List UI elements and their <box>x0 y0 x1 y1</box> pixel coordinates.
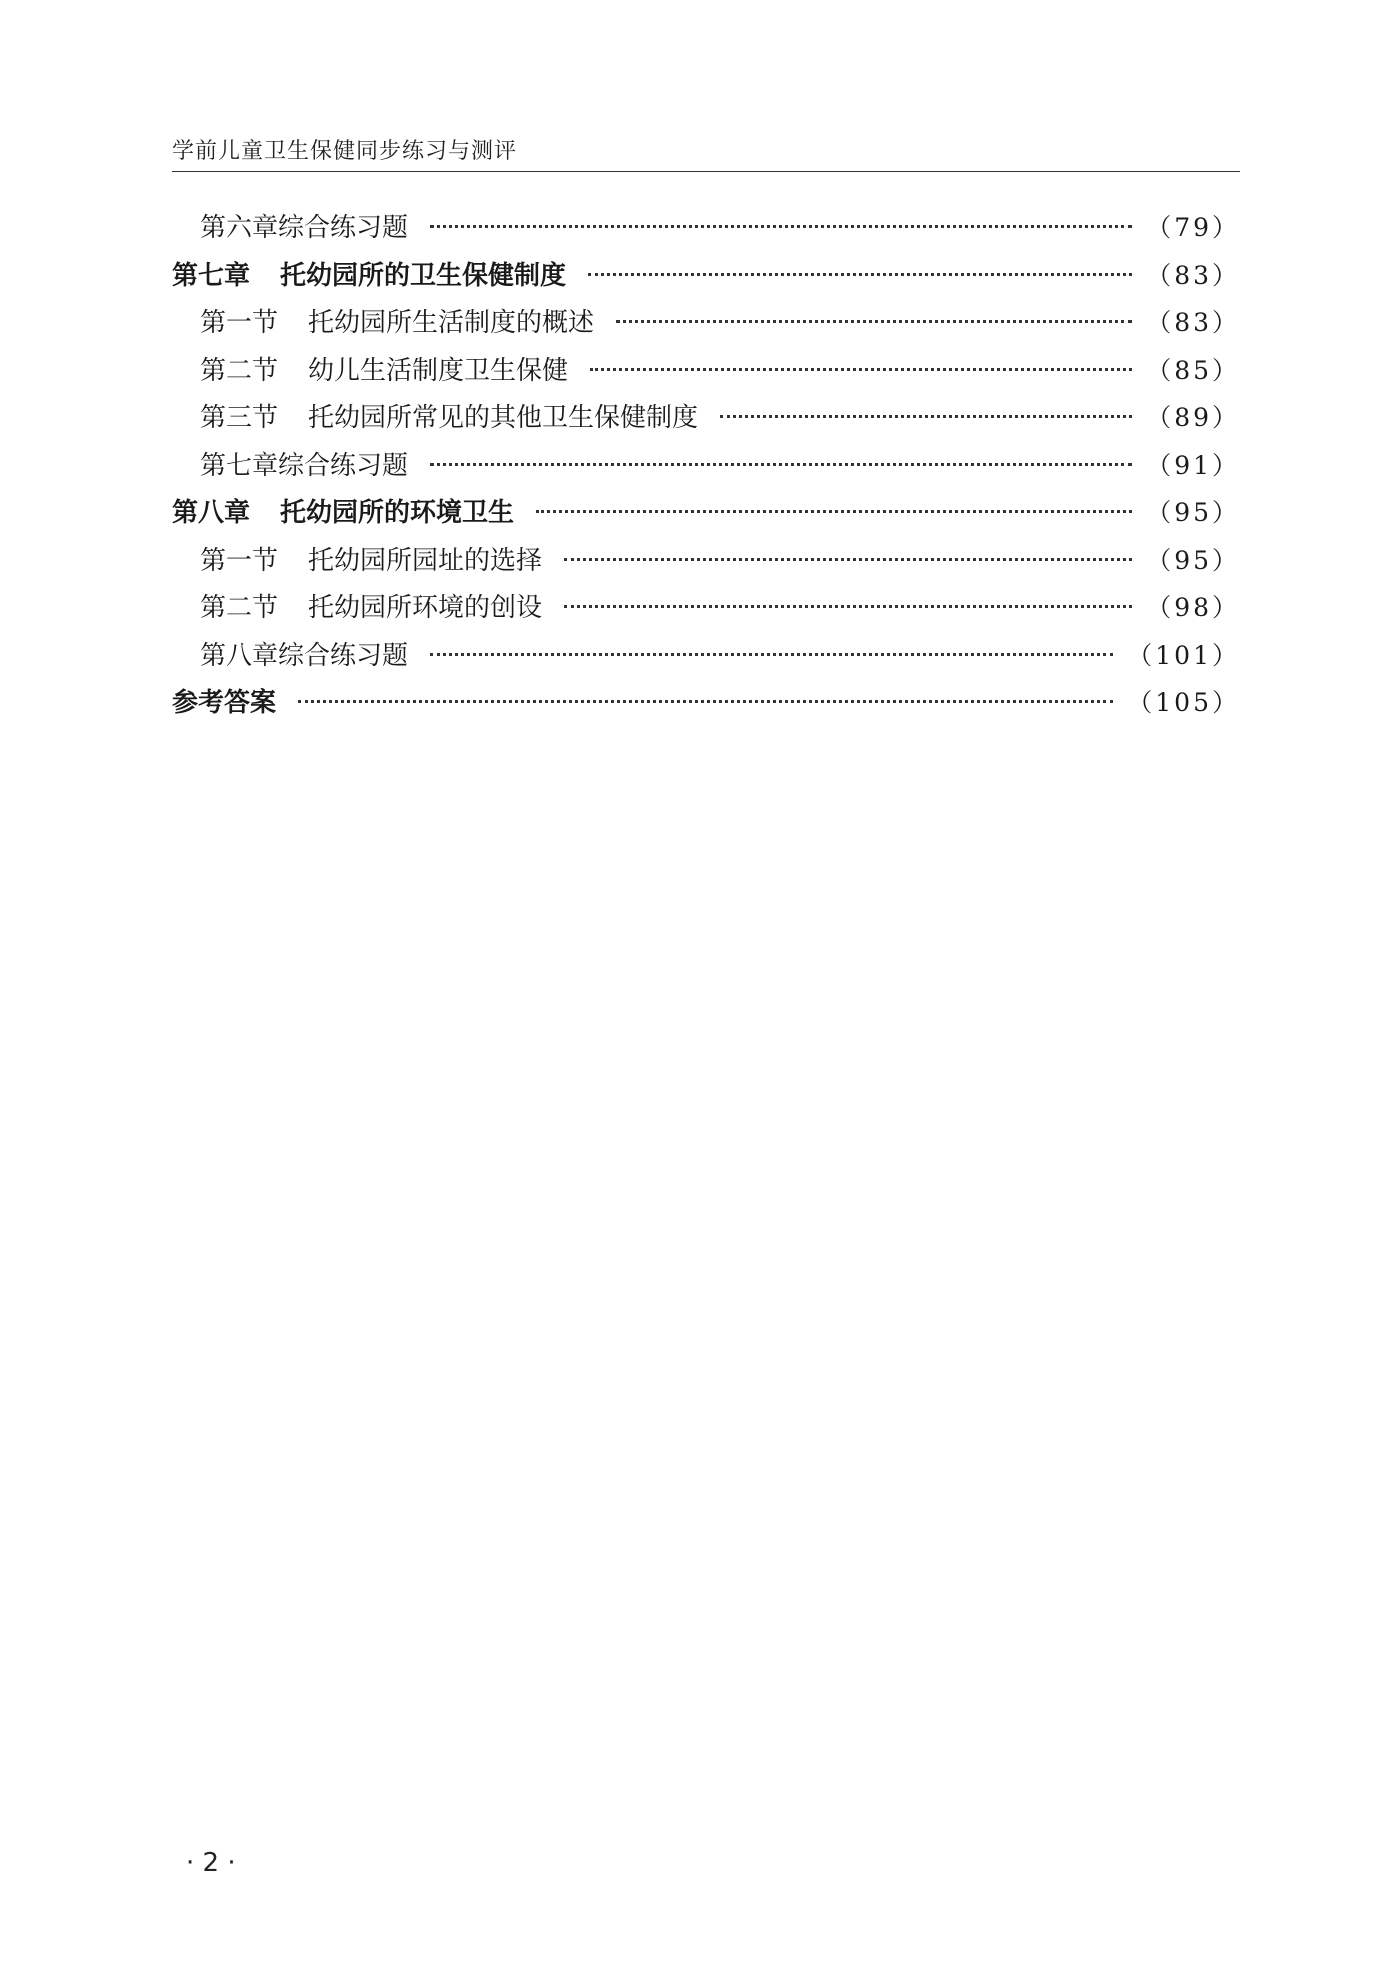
toc-entry-number: 第二节 <box>200 355 279 386</box>
toc-section-entry[interactable] <box>172 442 1240 490</box>
toc-entry-title: 托幼园所生活制度的概述 <box>308 308 595 338</box>
toc-dot-leader <box>430 225 1132 228</box>
toc-entry-number: 第八章 <box>172 498 251 528</box>
toc-entry-title: 托幼园所的卫生保健制度 <box>280 260 567 291</box>
toc-section-entry[interactable] <box>172 394 1240 442</box>
toc-entry-page: （98） <box>1146 593 1240 622</box>
toc-entry-title: 托幼园所园址的选择 <box>308 545 543 576</box>
toc-section-entry[interactable] <box>172 632 1240 680</box>
toc-section-entry[interactable] <box>172 204 1240 252</box>
toc-entry-title: 第七章综合练习题 <box>200 450 409 481</box>
toc-entry-page: （105） <box>1127 688 1240 717</box>
toc-entry-title: 幼儿生活制度卫生保健 <box>308 355 569 386</box>
toc-entry-title: 第八章综合练习题 <box>200 640 409 671</box>
toc-section-entry[interactable] <box>172 299 1240 347</box>
toc-entry-page: （95） <box>1146 498 1240 527</box>
toc-entry-page: （101） <box>1127 640 1240 670</box>
toc-section-entry[interactable] <box>172 584 1240 632</box>
toc-chapter-entry[interactable] <box>172 489 1240 537</box>
toc-entry-title: 托幼园所的环境卫生 <box>280 498 515 528</box>
book-title: 学前儿童卫生保健同步练习与测评 <box>172 139 518 164</box>
toc-entry-number: 第二节 <box>200 593 279 623</box>
toc-entry-title: 参考答案 <box>172 688 277 718</box>
toc-chapter-entry[interactable] <box>172 252 1240 300</box>
toc-entry-number: 第一节 <box>200 308 279 338</box>
toc-entry-page: （91） <box>1146 450 1240 480</box>
toc-dot-leader <box>430 463 1132 466</box>
toc-entry-page: （83） <box>1146 260 1240 290</box>
toc-dot-leader <box>720 415 1132 418</box>
toc-chapter-entry[interactable] <box>172 679 1240 727</box>
toc-entry-page: （79） <box>1146 213 1240 242</box>
running-header <box>172 132 1240 172</box>
toc-entry-title: 托幼园所常见的其他卫生保健制度 <box>308 403 699 433</box>
toc-dot-leader <box>298 700 1113 703</box>
toc-dot-leader <box>430 653 1113 656</box>
toc-entry-page: （89） <box>1146 403 1240 432</box>
toc-dot-leader <box>588 273 1132 276</box>
toc-dot-leader <box>564 605 1132 608</box>
toc-entry-page: （83） <box>1146 308 1240 337</box>
toc-entry-number: 第七章 <box>172 260 251 291</box>
toc-entry-number: 第三节 <box>200 403 279 433</box>
toc-entry-page: （95） <box>1146 545 1240 575</box>
toc-entry-title: 托幼园所环境的创设 <box>308 593 543 623</box>
page-number: · 2 · <box>186 1848 236 1878</box>
toc-section-entry[interactable] <box>172 347 1240 395</box>
toc-section-entry[interactable] <box>172 537 1240 585</box>
toc-dot-leader <box>536 510 1132 513</box>
toc-dot-leader <box>590 368 1132 371</box>
toc-entry-page: （85） <box>1146 355 1240 385</box>
toc-entry-title: 第六章综合练习题 <box>200 213 409 243</box>
table-of-contents <box>172 204 1240 727</box>
toc-entry-number: 第一节 <box>200 545 279 576</box>
toc-dot-leader <box>564 558 1132 561</box>
toc-dot-leader <box>616 320 1132 323</box>
